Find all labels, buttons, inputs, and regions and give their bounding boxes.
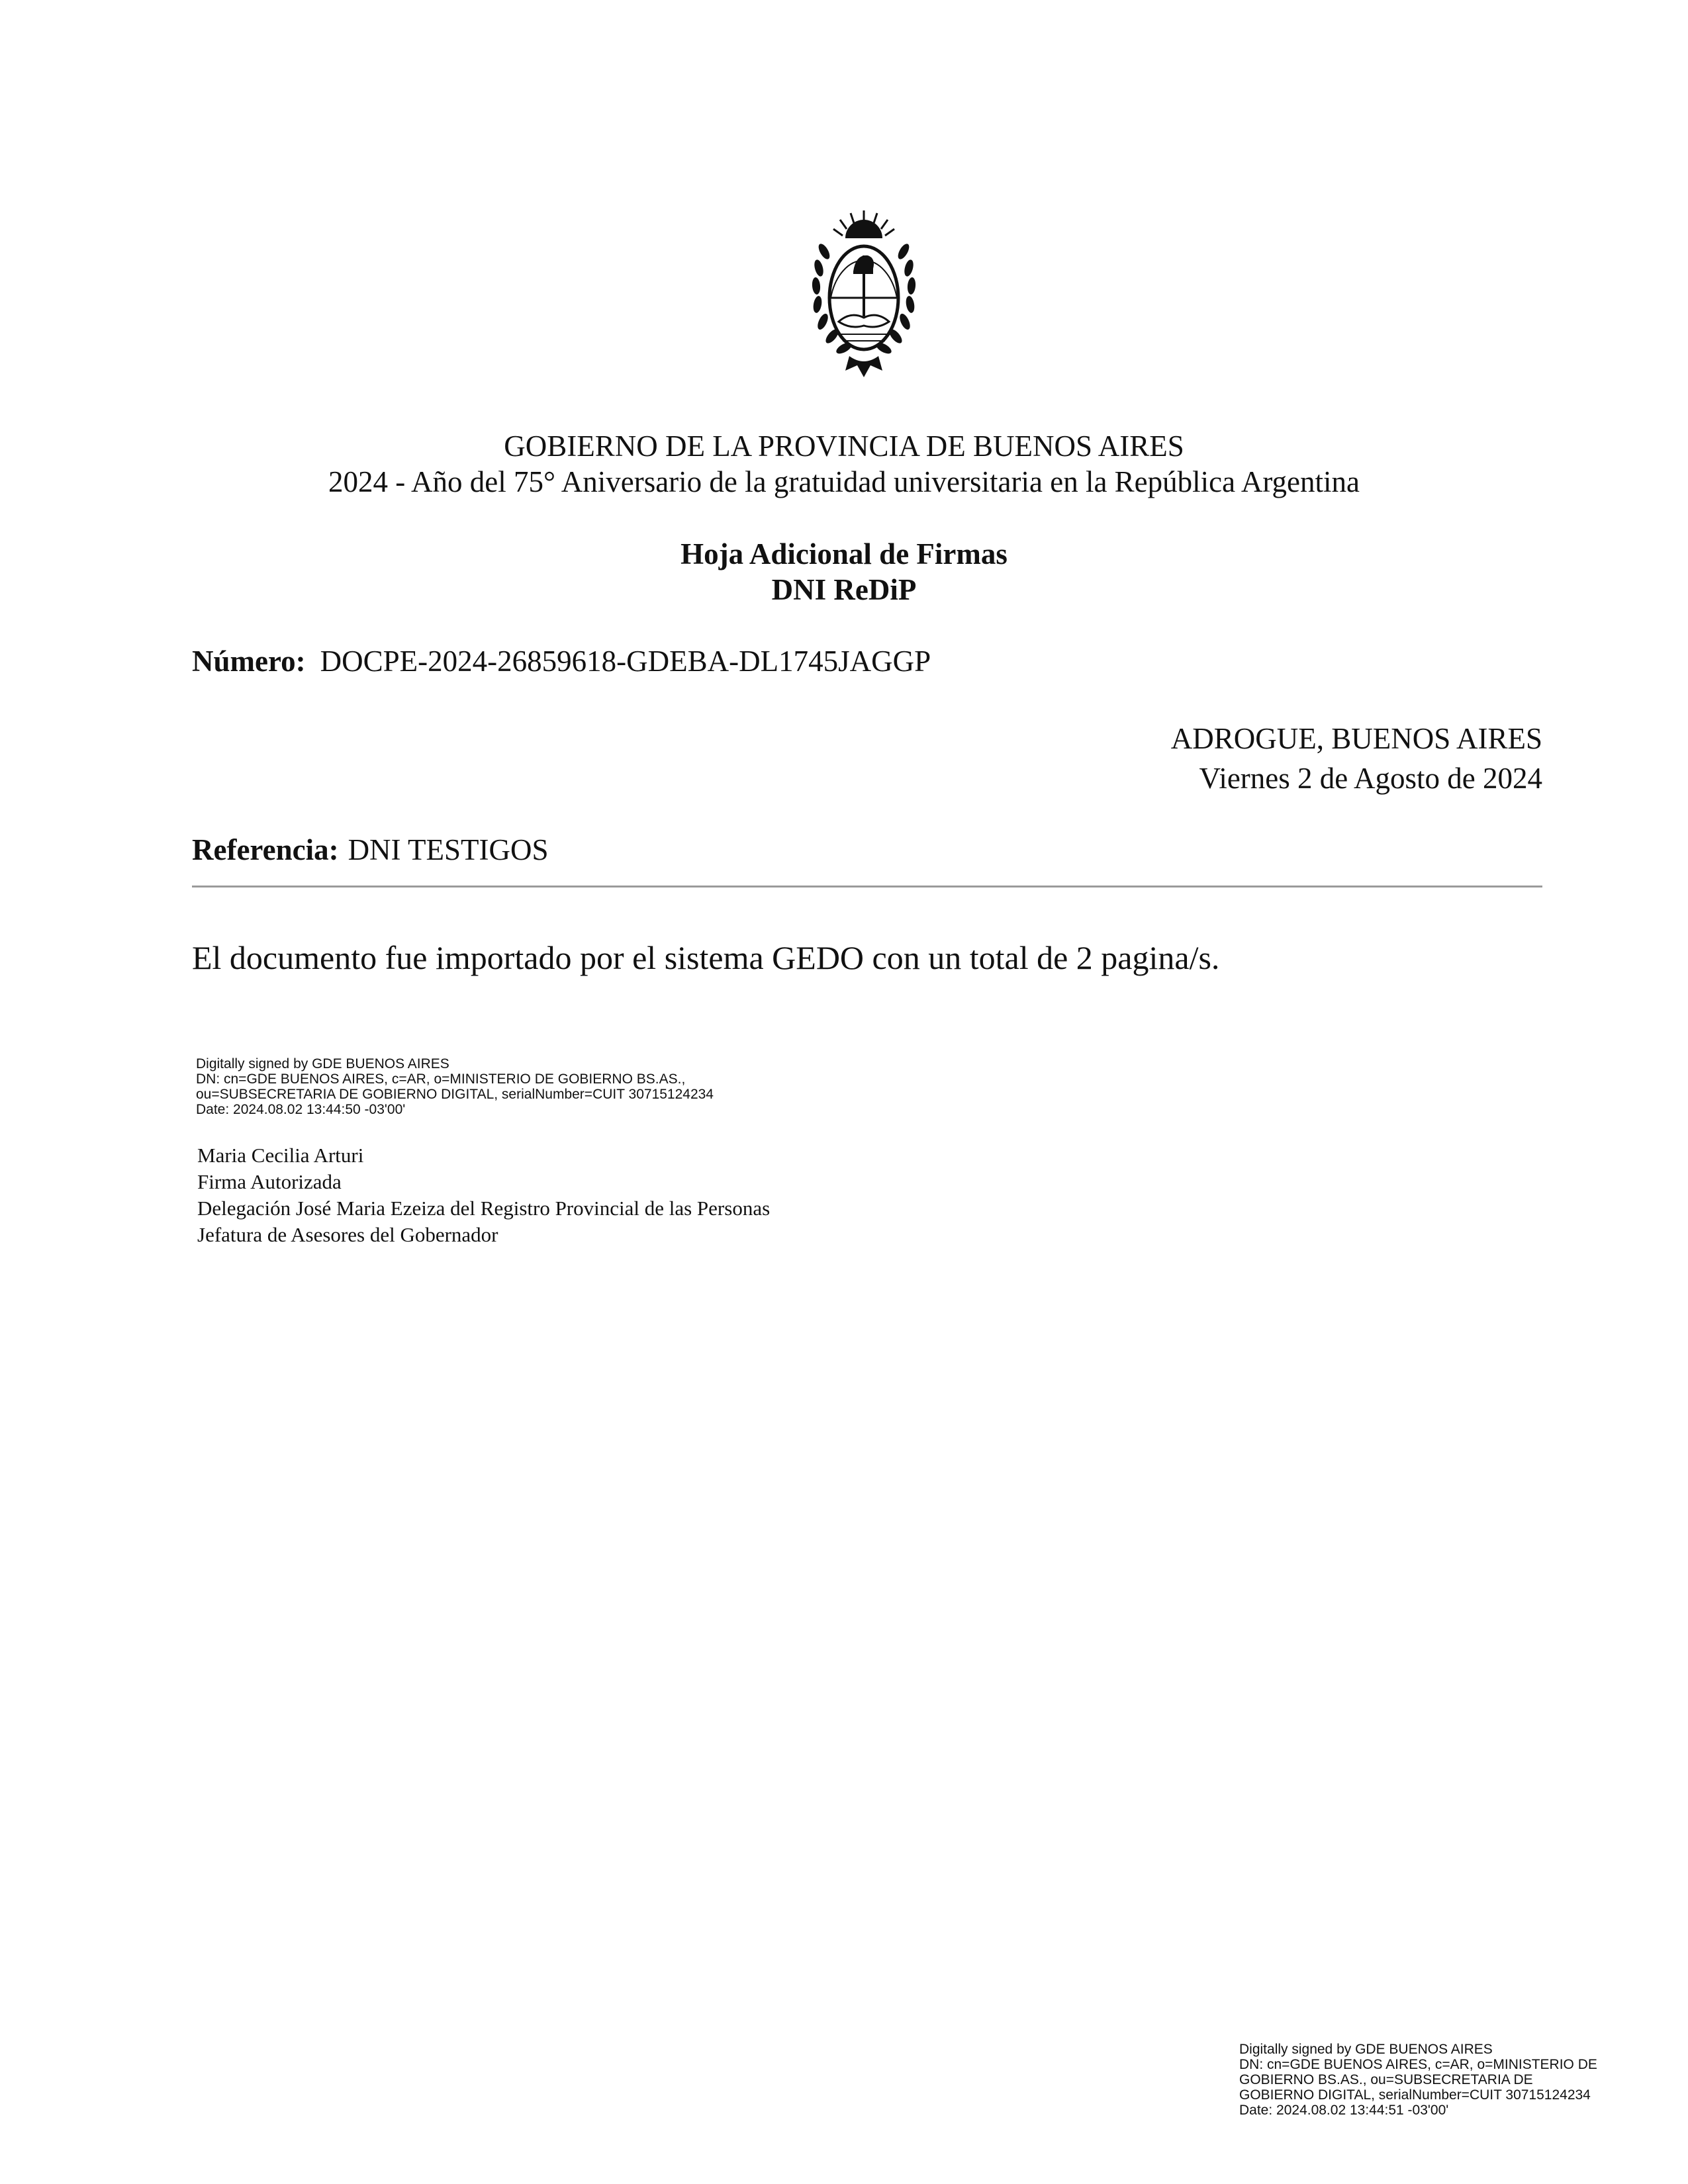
document-title: Hoja Adicional de Firmas	[680, 537, 1008, 570]
signature-line: Digitally signed by GDE BUENOS AIRES	[196, 1056, 449, 1071]
document-location: ADROGUE, BUENOS AIRES	[1170, 722, 1542, 755]
signer-department: Jefatura de Asesores del Gobernador	[197, 1223, 498, 1246]
signature-line: DN: cn=GDE BUENOS AIRES, c=AR, o=MINISTERIO DE	[1239, 2057, 1597, 2072]
referencia-label: Referencia:	[192, 833, 339, 866]
document-number	[192, 644, 931, 678]
signer-name: Maria Cecilia Arturi	[197, 1144, 364, 1167]
document-date: Viernes 2 de Agosto de 2024	[1199, 762, 1542, 795]
government-title: GOBIERNO DE LA PROVINCIA DE BUENOS AIRES	[504, 430, 1184, 463]
numero-value: DOCPE-2024-26859618-GDEBA-DL1745JAGGP	[320, 645, 931, 678]
divider	[192, 886, 1542, 887]
referencia-value: DNI TESTIGOS	[348, 833, 549, 866]
document-reference	[192, 833, 548, 867]
signer-office: Delegación José Maria Ezeiza del Registro Provincial de las Personas	[197, 1197, 771, 1220]
signature-line: ou=SUBSECRETARIA DE GOBIERNO DIGITAL, serialNumber=CUIT 30715124234	[196, 1087, 714, 1102]
signature-line: DN: cn=GDE BUENOS AIRES, c=AR, o=MINISTERIO DE GOBIERNO BS.AS.,	[196, 1071, 686, 1087]
document-body: El documento fue importado por el sistema GEDO con un total de 2 pagina/s.	[192, 939, 1220, 976]
signature-line: Date: 2024.08.02 13:44:50 -03'00'	[196, 1102, 406, 1117]
year-motto: 2024 - Año del 75° Aniversario de la gratuidad universitaria en la República Argentina	[328, 465, 1360, 498]
signature-line: Date: 2024.08.02 13:44:51 -03'00'	[1239, 2103, 1449, 2118]
numero-label: Número:	[192, 645, 306, 678]
signature-line: GOBIERNO BS.AS., ou=SUBSECRETARIA DE	[1239, 2072, 1533, 2087]
document-subtitle: DNI ReDiP	[771, 573, 917, 606]
coat-of-arms-icon	[804, 205, 923, 384]
digital-signature-1	[196, 1056, 714, 1117]
signer-role: Firma Autorizada	[197, 1170, 342, 1193]
signature-line: GOBIERNO DIGITAL, serialNumber=CUIT 30715124234	[1239, 2087, 1591, 2103]
digital-signature-2	[1239, 2042, 1597, 2118]
signature-line: Digitally signed by GDE BUENOS AIRES	[1239, 2042, 1493, 2057]
signer-block	[197, 1142, 770, 1248]
